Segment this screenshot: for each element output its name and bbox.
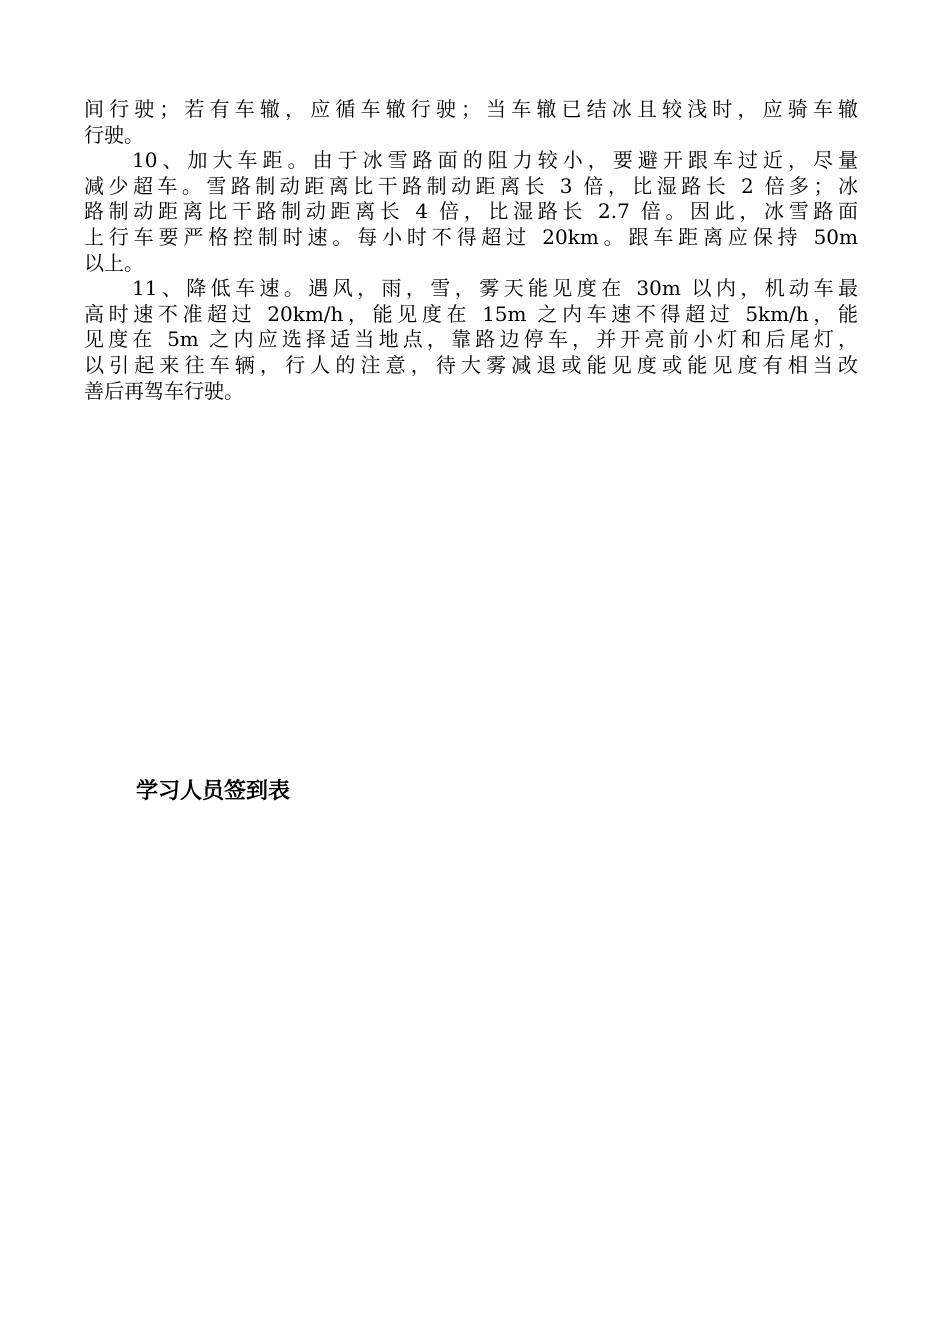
body-text xyxy=(84,97,858,404)
text-line: 上行车要严格控制时速。每小时不得超过 20km。跟车距离应保持 50m xyxy=(84,224,858,249)
text-line: 以引起来往车辆，行人的注意，待大雾减退或能见度或能见度有相当改 xyxy=(84,352,858,377)
text-line: 以上。 xyxy=(84,250,144,275)
paragraph-10-start: 10、加大车距。由于冰雪路面的阻力较小，要避开跟车过近，尽量 xyxy=(132,148,858,173)
text-line: 高时速不准超过 20km/h，能见度在 15m 之内车速不得超过 5km/h，能 xyxy=(84,301,858,326)
text-line: 路制动距离比干路制动距离长 4 倍，比湿路长 2.7 倍。因此，冰雪路面 xyxy=(84,199,858,224)
text-line: 善后再驾车行驶。 xyxy=(84,378,244,403)
text-line: 见度在 5m 之内应选择适当地点，靠路边停车，并开亮前小灯和后尾灯， xyxy=(84,327,858,352)
text-line: 减少超车。雪路制动距离比干路制动距离长 3 倍，比湿路长 2 倍多；冰 xyxy=(84,173,858,198)
text-line: 间行驶；若有车辙，应循车辙行驶；当车辙已结冰且较浅时，应骑车辙 xyxy=(84,97,858,121)
text-line: 行驶。 xyxy=(84,122,144,147)
paragraph-11-start: 11、降低车速。遇风，雨，雪，雾天能见度在 30m 以内，机动车最 xyxy=(132,276,858,301)
signin-sheet-title: 学习人员签到表 xyxy=(136,779,291,804)
